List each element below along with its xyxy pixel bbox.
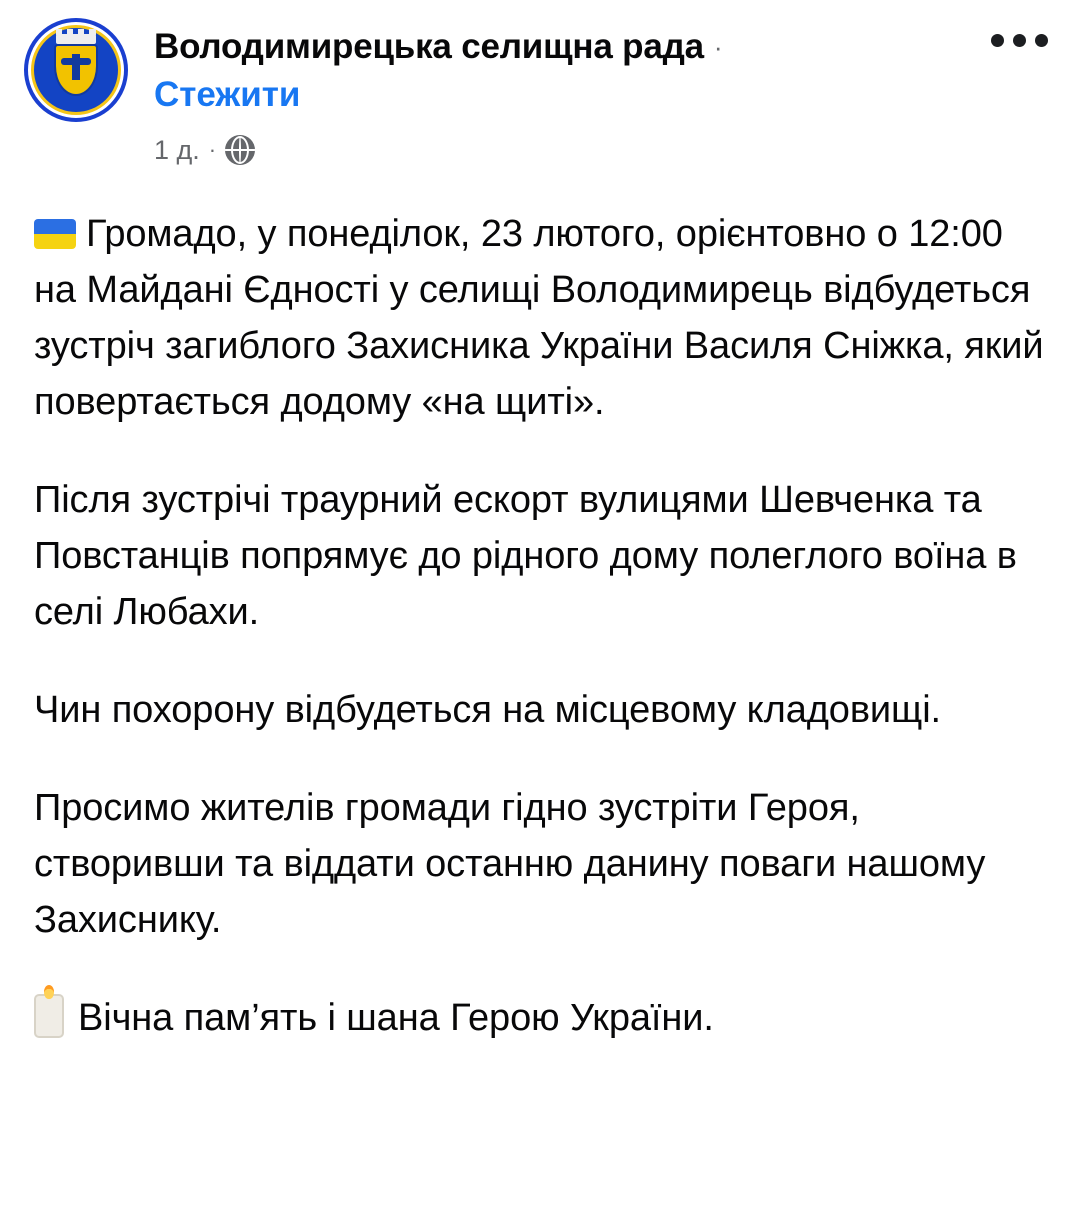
paragraph-text: Вічна пам’ять і шана Герою України. (78, 997, 714, 1039)
paragraph-text: Після зустрічі траурний ескорт вулицями Шевченка та Повстанців попрямує до рідного дому полеглого воїна в селі Любахи. (34, 479, 1017, 633)
ellipsis-icon[interactable] (991, 34, 1048, 47)
page-title[interactable]: Володимирецька селищна рада (154, 27, 704, 66)
paragraph-text: Чин похорону відбудеться на місцевому кладовищі. (34, 689, 942, 731)
post-header-text (128, 18, 1056, 166)
avatar[interactable] (24, 18, 128, 122)
paragraph-text: Громадо, у понеділок, 23 лютого, орієнтовно о 12:00 на Майдані Єдності у селищі Володимирець відбудеться зустріч загиблого Захисника України Василя Сніжка, який повертається додому «на щиті». (34, 213, 1044, 423)
crown-icon (56, 34, 96, 44)
post-paragraph (34, 682, 1046, 738)
post-meta (154, 134, 1056, 166)
post-paragraph (34, 990, 1046, 1046)
candle-icon (34, 994, 64, 1038)
post-header (0, 0, 1080, 166)
post-timestamp[interactable]: 1 д. (154, 135, 200, 165)
post-paragraph (34, 472, 1046, 640)
ellipsis-dot (991, 34, 1004, 47)
follow-button[interactable]: Стежити (154, 75, 301, 114)
ellipsis-dot (1013, 34, 1026, 47)
post-body (0, 166, 1080, 1046)
post-paragraph (34, 780, 1046, 948)
paragraph-text: Просимо жителів громади гідно зустріти Героя, створивши та віддати останню данину поваги нашому Захиснику. (34, 787, 986, 941)
ellipsis-dot (1035, 34, 1048, 47)
globe-icon[interactable] (225, 135, 255, 165)
post-paragraph (34, 206, 1046, 430)
ukraine-flag-icon (34, 219, 76, 249)
meta-separator: · (208, 137, 217, 162)
name-separator: · (713, 32, 723, 62)
page-name-row (154, 26, 1056, 68)
